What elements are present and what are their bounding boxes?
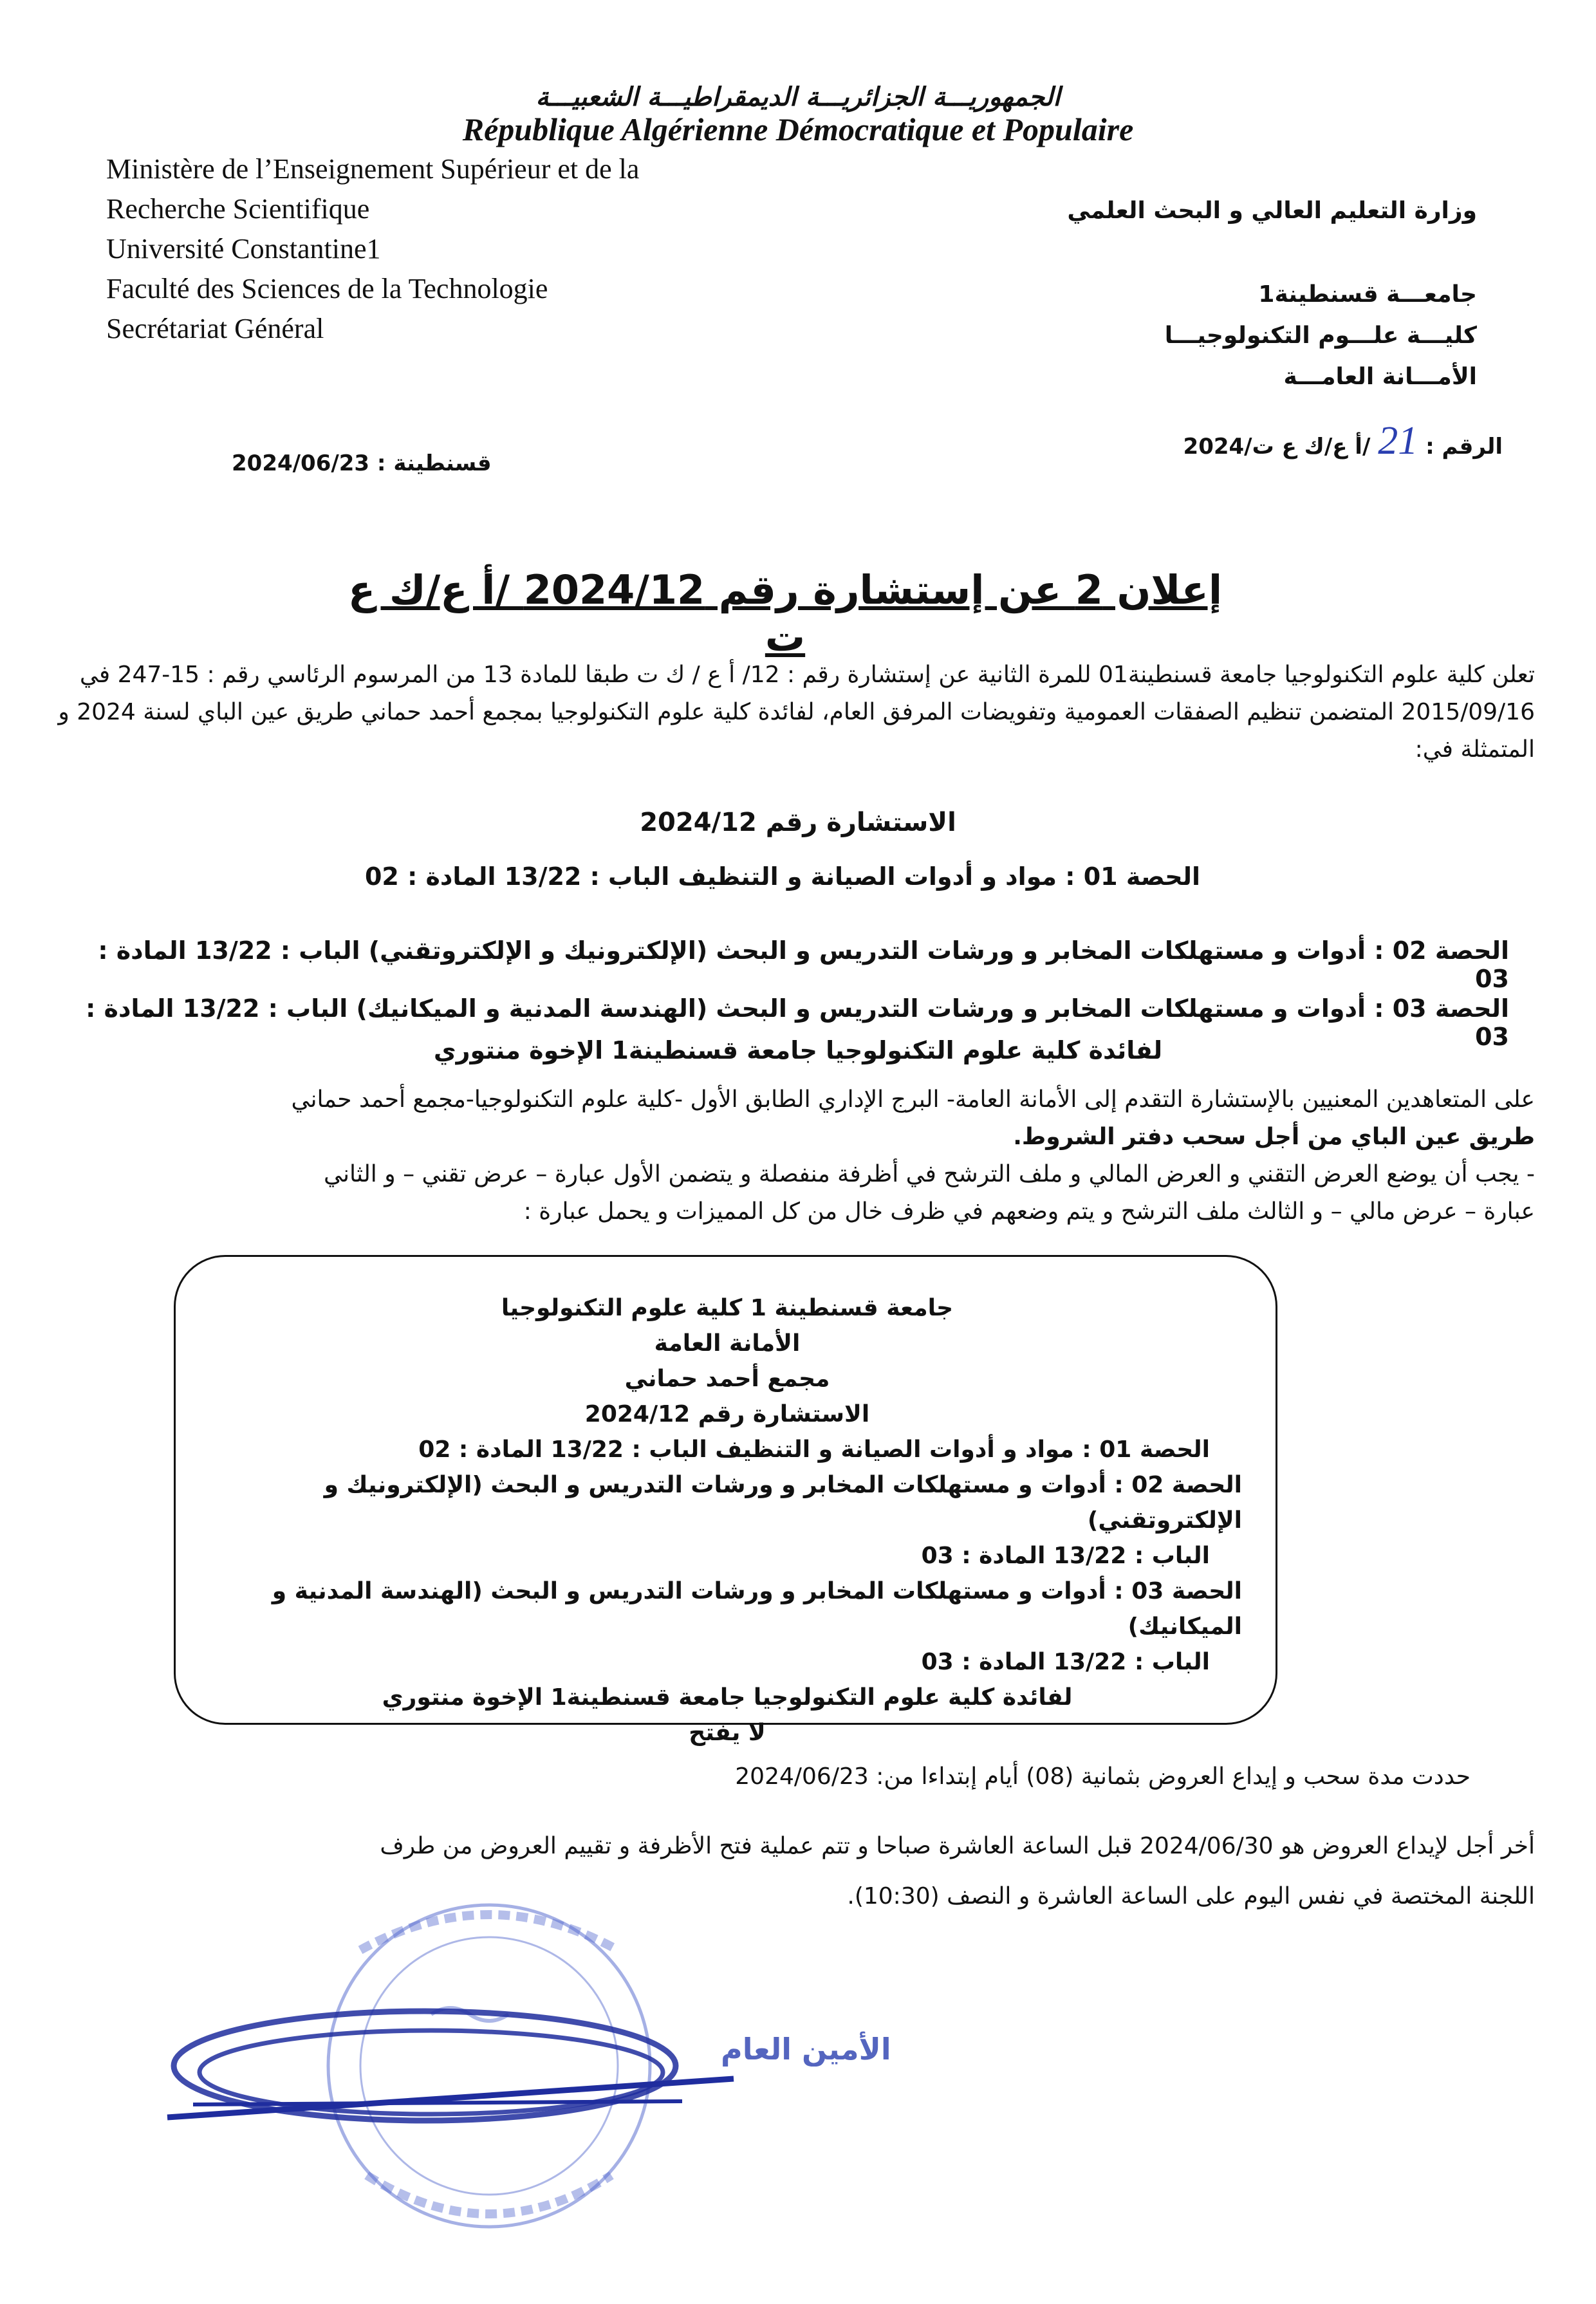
fr-ministry-line1: Ministère de l’Enseignement Supérieur et de la xyxy=(106,153,640,185)
republic-french: République Algérienne Démocratique et Populaire xyxy=(462,111,1134,147)
submission-period: حددت مدة سحب و إيداع العروض بثمانية (08) أيام إبتداءا من: 2024/06/23 xyxy=(735,1763,1471,1790)
ar-secretariat: الأمـــانة العامـــة xyxy=(1283,364,1477,390)
instruction-line-3: - يجب أن يوضع العرض التقني و العرض المالي و ملف الترشح في أظرفة منفصلة و يتضمن الأول عبارة – عرض تقني – و الثاني xyxy=(323,1161,1535,1187)
envelope-university: جامعة قسنطينة 1 كلية علوم التكنولوجيا xyxy=(501,1295,954,1321)
envelope-lot-02: الحصة 02 : أدوات و مستهلكات المخابر و ورشات التدريس و البحث (الإلكترونيك و الإلكتروتقني) xyxy=(324,1472,1242,1534)
envelope-complex: مجمع أحمد حماني xyxy=(624,1366,830,1392)
ref-suffix: /أ ع/ك ع ت/2024 xyxy=(1183,434,1371,460)
intro-paragraph: تعلن كلية علوم التكنولوجيا جامعة قسنطينة01 للمرة الثانية عن إستشارة رقم : 12/ أ ع / ك ت طبقا للمادة 13 من المرسوم الرئاسي رقم : 15-247 في 2015/09/16 المتضمن تنظيم الصفقات العمومية وتفويضات المرفق العام، لفائدة كلية علوم التكنولوجيا بمجمع أحمد حماني طريق عين الباي لسنة 2024 و المتمثلة في: xyxy=(58,662,1535,763)
french-header-block xyxy=(106,149,750,349)
lot-02: الحصة 02 : أدوات و مستهلكات المخابر و ورشات التدريس و البحث (الإلكترونيك و الإلكتروتقني) الباب : 13/22 المادة : 03 xyxy=(98,936,1509,993)
ar-ministry: وزارة التعليم العالي و البحث العلمي xyxy=(1067,198,1477,224)
envelope-consultation: الاستشارة رقم 2024/12 xyxy=(584,1401,870,1427)
ar-faculty: كليـــة علـــوم التكنولوجيـــا xyxy=(1164,322,1477,349)
envelope-beneficiary: لفائدة كلية علوم التكنولوجيا جامعة قسنطينة1 الإخوة منتوري xyxy=(382,1684,1073,1711)
envelope-lot-03-chapter: الباب : 13/22 المادة : 03 xyxy=(921,1649,1210,1675)
envelope-secretariat: الأمانة العامة xyxy=(654,1330,801,1357)
deadline-line-2: اللجنة المختصة في نفس اليوم على الساعة العاشرة و النصف (10:30). xyxy=(847,1883,1535,1909)
fr-secretariat: Secrétariat Général xyxy=(106,313,324,344)
instruction-line-1: على المتعاهدين المعنيين بالإستشارة التقدم إلى الأمانة العامة- البرج الإداري الطابق الأول -كلية علوم التكنولوجيا-مجمع أحمد حماني xyxy=(291,1086,1535,1113)
ar-university: جامعـــة قسنطينة1 xyxy=(1258,281,1477,308)
lot-01: الحصة 01 : مواد و أدوات الصيانة و التنظيف الباب : 13/22 المادة : 02 xyxy=(364,862,1200,891)
official-stamp-signature xyxy=(154,1853,891,2304)
reference-number xyxy=(923,418,1503,464)
beneficiary-line: لفائدة كلية علوم التكنولوجيا جامعة قسنطينة1 الإخوة منتوري xyxy=(433,1036,1163,1064)
envelope-lot-01: الحصة 01 : مواد و أدوات الصيانة و التنظيف الباب : 13/22 المادة : 02 xyxy=(418,1436,1210,1463)
envelope-lot-02-chapter: الباب : 13/22 المادة : 03 xyxy=(921,1543,1210,1569)
deadline-line-1: أخر أجل لإيداع العروض هو 2024/06/30 قبل الساعة العاشرة صباحا و تتم عملية فتح الأظرفة و تقييم العروض من طرف xyxy=(380,1833,1535,1859)
envelope-do-not-open: لا يفتح xyxy=(689,1720,766,1746)
instruction-line-4: عبارة – عرض مالي – و الثالث ملف الترشح و يتم وضعهم في ظرف خال من كل المميزات و يحمل عبارة : xyxy=(523,1198,1535,1225)
envelope-content xyxy=(212,1290,1242,1751)
ref-handwritten-number: 21 xyxy=(1378,419,1418,463)
announcement-title: إعلان 2 عن إستشارة رقم 2024/12 /أ ع/ك ع ت xyxy=(348,566,1223,660)
republic-arabic: الجمهوريـــة الجزائريـــة الديمقراطيـــة الشعبيـــة xyxy=(535,82,1061,112)
consultation-title: الاستشارة رقم 2024/12 xyxy=(640,808,956,837)
fr-ministry-line2: Recherche Scientifique xyxy=(106,193,370,225)
fr-faculty: Faculté des Sciences de la Technologie xyxy=(106,273,548,304)
instruction-line-2: طريق عين الباي من أجل سحب دفتر الشروط. xyxy=(1013,1124,1535,1150)
city-date: قسنطينة : 2024/06/23 xyxy=(232,451,492,476)
envelope-lot-03: الحصة 03 : أدوات و مستهلكات المخابر و ورشات التدريس و البحث (الهندسة المدنية و الميكانيك) xyxy=(272,1578,1242,1640)
fr-university: Université Constantine1 xyxy=(106,233,381,265)
lot-03: الحصة 03 : أدوات و مستهلكات المخابر و ورشات التدريس و البحث (الهندسة المدنية و الميكانيك) الباب : 13/22 المادة : 03 xyxy=(86,994,1509,1051)
arabic-header-block xyxy=(898,190,1477,398)
instructions-block xyxy=(55,1081,1535,1231)
stamp-title-text: الأمين العام xyxy=(721,2032,891,2067)
ref-label: الرقم : xyxy=(1425,434,1503,460)
